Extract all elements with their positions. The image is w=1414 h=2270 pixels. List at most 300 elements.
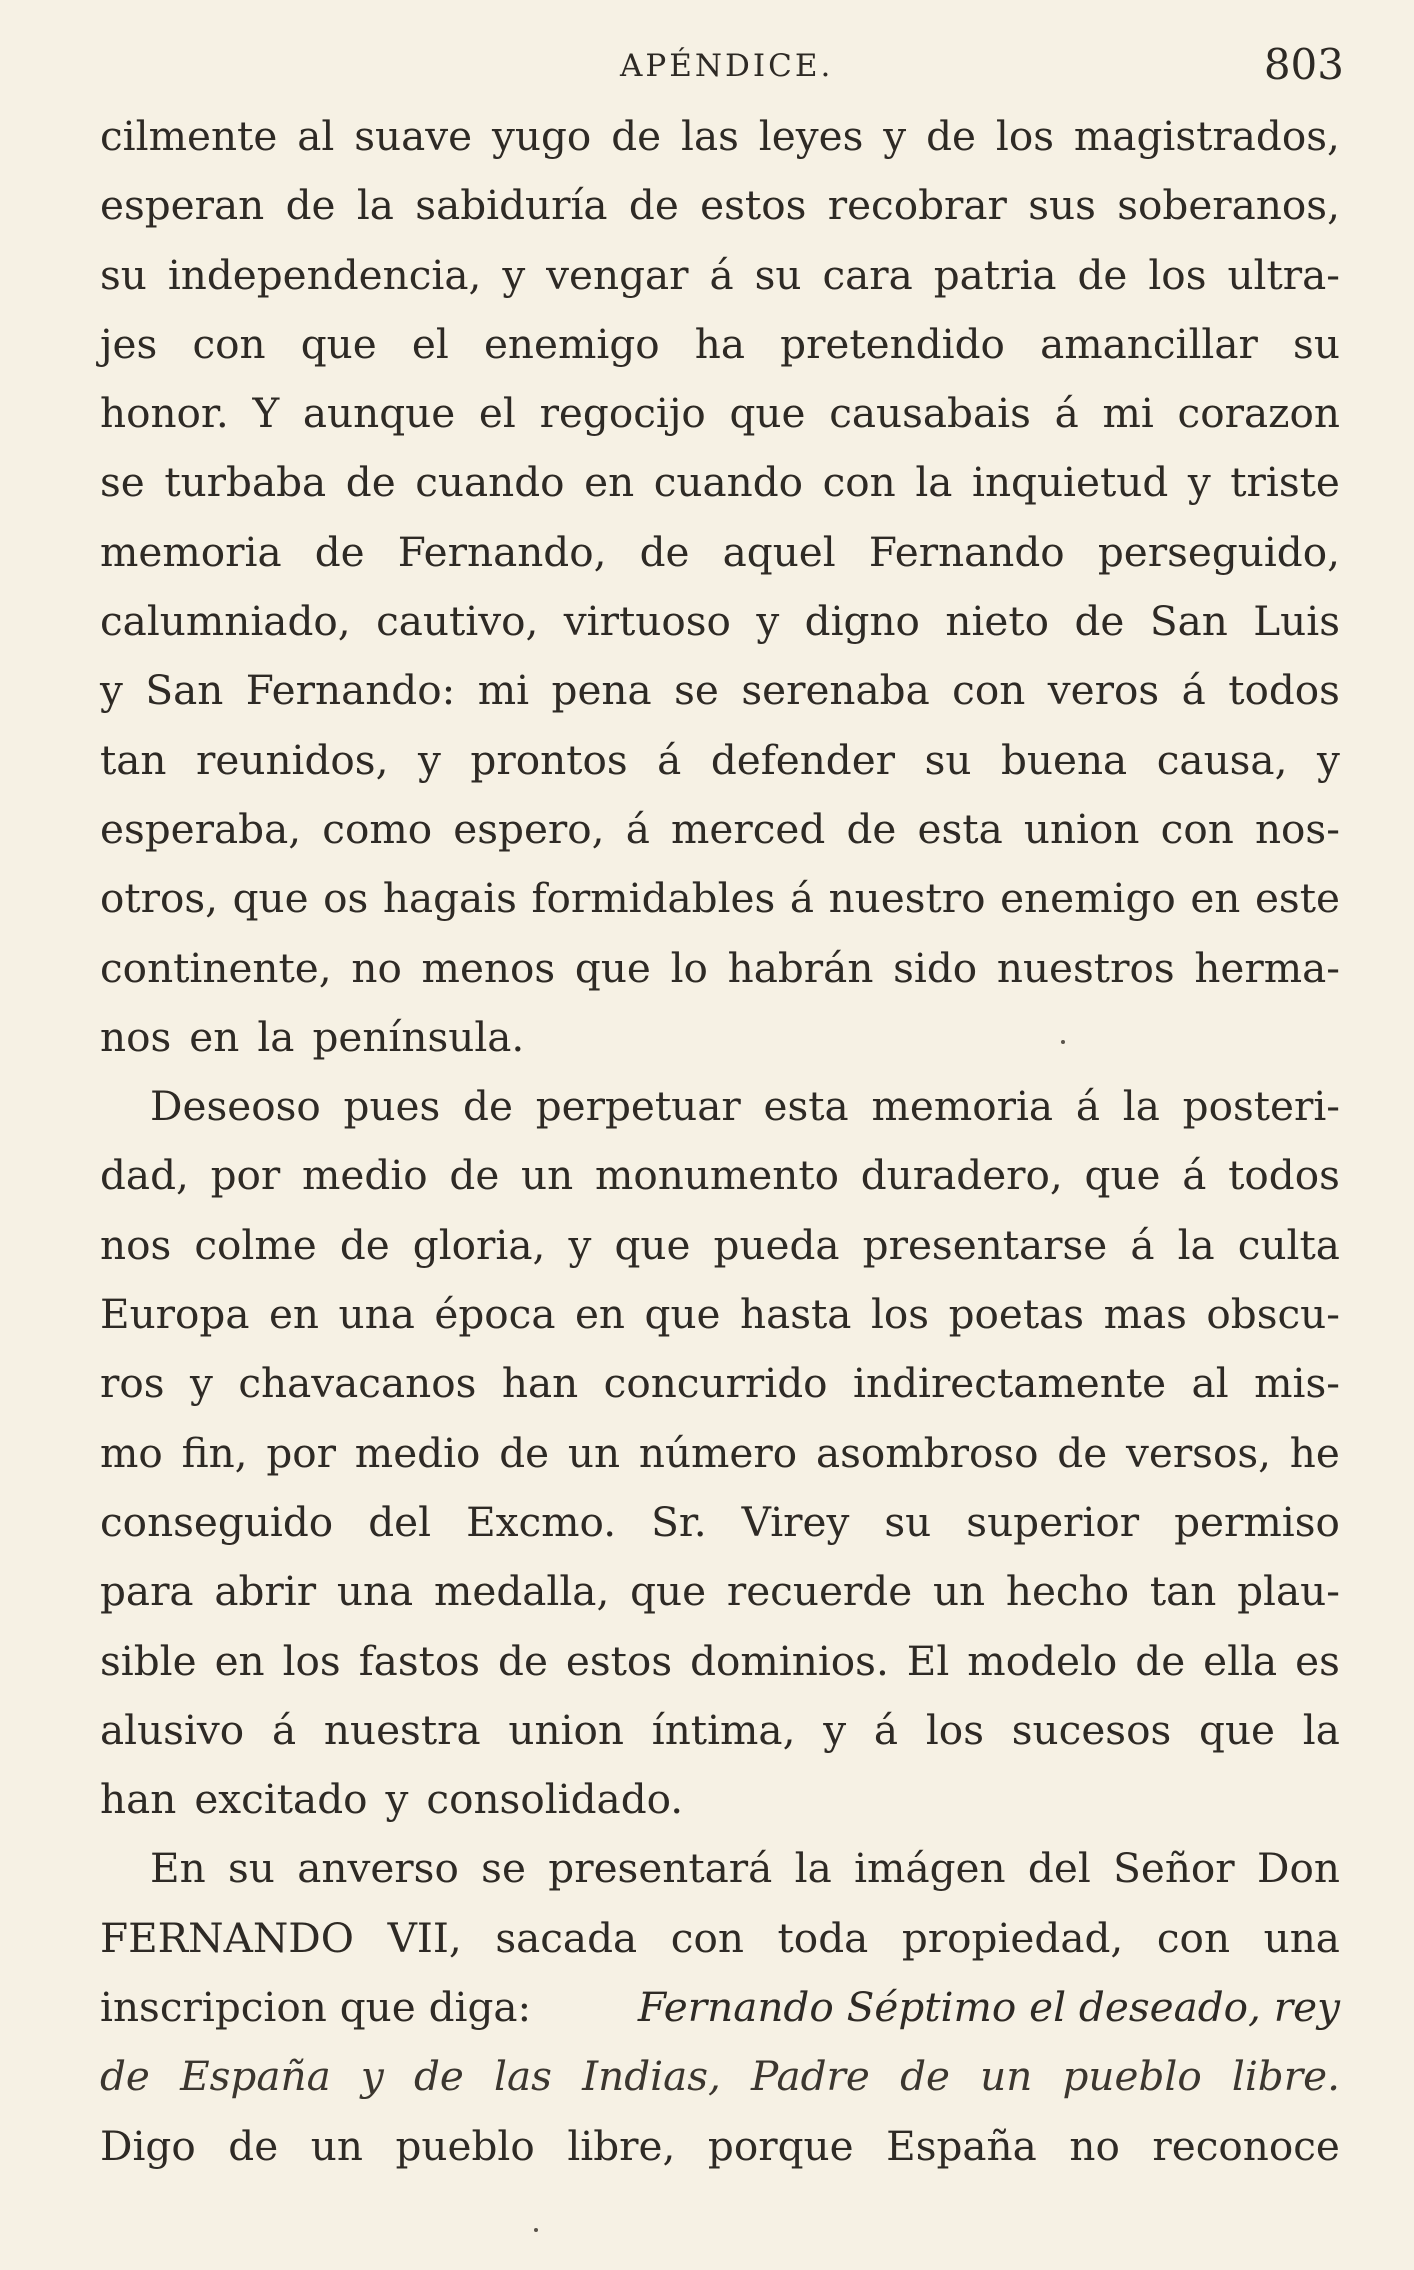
word: pueblo xyxy=(395,2121,535,2170)
text-line xyxy=(100,1627,1340,1696)
text-line xyxy=(100,587,1340,656)
word: de xyxy=(611,112,662,160)
text-line xyxy=(100,1141,1340,1210)
word: á xyxy=(1075,1082,1100,1131)
word: libre, xyxy=(567,2121,676,2170)
word: nuestros xyxy=(996,943,1175,992)
word: concurrido xyxy=(603,1359,828,1408)
word: un xyxy=(980,2052,1033,2101)
word: esta xyxy=(763,1082,849,1131)
word: en xyxy=(214,1636,265,1685)
word: asombroso xyxy=(815,1428,1039,1477)
word: estos xyxy=(700,181,807,230)
word: han xyxy=(100,1775,177,1824)
word: de xyxy=(339,1220,390,1269)
text-line xyxy=(100,1765,1340,1834)
word: amancillar xyxy=(1040,319,1258,368)
word: espero, xyxy=(453,804,605,853)
word: los xyxy=(1148,250,1207,299)
text-line xyxy=(100,1072,1340,1141)
word: veros xyxy=(1047,666,1160,715)
word: de xyxy=(846,804,897,853)
word: colme xyxy=(194,1220,317,1269)
word: es xyxy=(1295,1636,1340,1685)
word: duradero, xyxy=(860,1151,1063,1200)
word: corazon xyxy=(1177,389,1340,438)
word: que xyxy=(300,319,377,368)
running-head-title: APÉNDICE. xyxy=(620,48,834,84)
word: á xyxy=(1181,666,1206,715)
word: jes xyxy=(100,319,158,368)
word: memoria xyxy=(100,527,282,576)
word: os xyxy=(323,874,369,923)
word: modelo xyxy=(967,1636,1118,1685)
word: imágen xyxy=(854,1844,1006,1893)
word: Fernando, xyxy=(397,527,607,576)
word: abrir xyxy=(214,1567,317,1616)
word: fastos xyxy=(358,1636,481,1685)
text-line xyxy=(100,934,1340,1003)
text-line xyxy=(100,864,1340,933)
word: una xyxy=(336,1567,414,1616)
word: la xyxy=(1302,1705,1340,1754)
print-speck xyxy=(1061,1040,1065,1044)
word: esperan xyxy=(100,181,265,230)
word: VII, xyxy=(387,1913,462,1962)
word: Excmo. xyxy=(466,1497,617,1546)
word: Padre xyxy=(751,2052,870,2101)
word: que xyxy=(574,943,651,992)
word: reunidos, xyxy=(196,735,389,784)
word: y xyxy=(360,2052,384,2101)
word: de xyxy=(628,181,679,230)
word: cuando xyxy=(653,458,804,507)
word: han xyxy=(501,1359,579,1408)
word: inquietud xyxy=(972,458,1169,507)
word: conseguido xyxy=(100,1497,334,1546)
word: á xyxy=(789,874,815,923)
word: Indias, xyxy=(582,2052,721,2101)
word: propiedad, xyxy=(901,1913,1124,1962)
word: de xyxy=(1057,1428,1108,1477)
word: anverso xyxy=(297,1844,459,1893)
text-line xyxy=(100,1349,1340,1418)
word: tan xyxy=(1149,1567,1217,1616)
word: suave xyxy=(354,112,473,160)
word: la xyxy=(356,181,394,230)
word: su xyxy=(228,1844,275,1893)
word: la xyxy=(1122,1082,1160,1131)
word: su xyxy=(754,250,802,299)
word: sucesos xyxy=(1011,1705,1172,1754)
word: su xyxy=(100,250,147,299)
word: de xyxy=(1074,597,1125,646)
word: la xyxy=(257,1012,295,1061)
text-line xyxy=(100,1973,1340,2042)
word: pretendido xyxy=(780,319,1005,368)
word: Sr. xyxy=(651,1497,707,1546)
word: los xyxy=(870,1290,930,1339)
word: tan xyxy=(100,735,167,784)
word: que xyxy=(1084,1151,1161,1200)
word: del xyxy=(368,1497,432,1546)
word: de xyxy=(463,1082,513,1131)
word: al xyxy=(297,112,335,160)
word: presentarse xyxy=(862,1220,1108,1269)
text-line xyxy=(100,241,1340,310)
word: este xyxy=(1254,874,1340,923)
word: excitado xyxy=(194,1775,368,1824)
word: Deseoso xyxy=(150,1082,321,1131)
word: por xyxy=(210,1151,281,1200)
word: medio xyxy=(354,1428,481,1477)
word: España xyxy=(886,2121,1037,2170)
word: permiso xyxy=(1174,1497,1340,1546)
word: buena xyxy=(1000,735,1128,784)
word: Señor xyxy=(1113,1844,1235,1893)
word: San xyxy=(145,666,224,715)
word: otros, xyxy=(100,874,219,923)
word: como xyxy=(322,804,433,853)
word: al xyxy=(1191,1359,1229,1408)
word: nuestra xyxy=(323,1705,481,1754)
word: culta xyxy=(1237,1220,1340,1269)
text-line xyxy=(100,1419,1340,1488)
word: que xyxy=(630,1567,707,1616)
text-line xyxy=(100,448,1340,517)
word: posteri- xyxy=(1182,1082,1340,1131)
word: no xyxy=(351,943,402,992)
word: dad, xyxy=(100,1151,189,1200)
word: regocijo xyxy=(539,389,706,438)
word: nieto xyxy=(945,597,1050,646)
word: el xyxy=(478,389,516,438)
word: número xyxy=(638,1428,798,1477)
word: digno xyxy=(804,597,920,646)
word: del xyxy=(1027,1844,1091,1893)
word: presentará xyxy=(548,1844,773,1893)
word: y xyxy=(385,1775,409,1824)
word: en xyxy=(574,1290,626,1339)
word: honor. xyxy=(100,389,229,438)
word: y xyxy=(883,112,907,160)
word: ros xyxy=(100,1359,165,1408)
text-line xyxy=(100,102,1340,171)
word: de xyxy=(926,112,976,160)
text-line xyxy=(100,1904,1340,1973)
word: gloria, xyxy=(412,1220,546,1269)
word: hagais xyxy=(382,874,517,923)
word: un xyxy=(310,2121,363,2170)
word: con xyxy=(822,458,896,507)
text-line xyxy=(100,2112,1340,2181)
word: calumniado, xyxy=(100,597,351,646)
word: y xyxy=(568,1220,592,1269)
word: mi xyxy=(1102,389,1154,438)
word: enemigo xyxy=(1000,874,1176,923)
word: ultra- xyxy=(1227,250,1340,299)
word: y xyxy=(1316,735,1340,784)
word: memoria xyxy=(871,1082,1054,1131)
word: mis- xyxy=(1254,1359,1340,1408)
word: ha xyxy=(694,319,745,368)
word: á xyxy=(873,1705,899,1754)
word: prontos xyxy=(470,735,628,784)
word: alusivo xyxy=(100,1705,245,1754)
word: El xyxy=(906,1636,950,1685)
word: pueda xyxy=(713,1220,840,1269)
word: su xyxy=(1293,319,1340,368)
word: íntima, xyxy=(651,1705,796,1754)
word: por xyxy=(266,1428,337,1477)
text-line xyxy=(100,1488,1340,1557)
word: en xyxy=(1190,874,1241,923)
word: serenaba xyxy=(741,666,930,715)
word: y xyxy=(190,1359,213,1408)
word: los xyxy=(925,1705,984,1754)
word: leyes xyxy=(758,112,864,160)
word: á xyxy=(657,735,682,784)
word: de xyxy=(345,458,396,507)
body-text xyxy=(100,102,1340,2181)
word: y xyxy=(418,735,441,784)
word: estos xyxy=(565,1636,673,1685)
text-line-italic-part: Fernando Séptimo el deseado, rey xyxy=(637,1983,1340,2032)
word: en xyxy=(268,1290,320,1339)
text-line xyxy=(100,1696,1340,1765)
word: hasta xyxy=(740,1290,852,1339)
word: de xyxy=(1135,1636,1186,1685)
word: se xyxy=(674,666,719,715)
word: toda xyxy=(777,1913,869,1962)
word: Virey xyxy=(741,1497,850,1546)
word: aquel xyxy=(722,527,836,576)
word: en xyxy=(584,458,635,507)
word: y xyxy=(100,666,123,715)
word: época xyxy=(434,1290,556,1339)
word: á xyxy=(625,804,650,853)
word: península. xyxy=(312,1012,525,1061)
word: con xyxy=(670,1913,744,1962)
print-speck xyxy=(534,2228,538,2232)
word: union xyxy=(508,1705,624,1754)
word: la xyxy=(794,1844,832,1893)
word: á xyxy=(1130,1220,1155,1269)
word: causabais xyxy=(829,389,1031,438)
word: medio xyxy=(302,1151,428,1200)
word: poetas xyxy=(948,1290,1085,1339)
word: Fernando: xyxy=(245,666,456,715)
word: perseguido, xyxy=(1097,527,1340,576)
word: sido xyxy=(893,943,978,992)
word: su xyxy=(884,1497,932,1546)
text-line xyxy=(100,795,1340,864)
word: todos xyxy=(1228,1151,1340,1200)
word: y xyxy=(756,597,780,646)
word: su xyxy=(924,735,972,784)
word: Y xyxy=(252,389,280,438)
word: pueblo xyxy=(1062,2052,1202,2101)
word: consolidado. xyxy=(426,1775,684,1824)
word: turbaba xyxy=(164,458,327,507)
word: pues xyxy=(343,1082,441,1131)
word: un xyxy=(932,1567,986,1616)
word: San xyxy=(1149,597,1228,646)
word: con xyxy=(1156,1913,1231,1962)
word: y xyxy=(502,250,526,299)
word: con xyxy=(1160,804,1234,853)
word: cara xyxy=(822,250,913,299)
text-line-italic xyxy=(100,2042,1340,2111)
text-line-roman-part: inscripcion que diga: xyxy=(100,1983,532,2032)
word: versos, xyxy=(1125,1428,1272,1477)
word: de xyxy=(228,2121,279,2170)
word: cautivo, xyxy=(376,597,539,646)
word: hecho xyxy=(1005,1567,1130,1616)
word: perpetuar xyxy=(535,1082,741,1131)
word: menos xyxy=(421,943,556,992)
word: vengar xyxy=(546,250,689,299)
word: las xyxy=(494,2052,552,2101)
word: recobrar xyxy=(827,181,1007,230)
text-line xyxy=(100,379,1340,448)
word: mi xyxy=(477,666,530,715)
word: formidables xyxy=(531,874,776,923)
word: nuestro xyxy=(828,874,986,923)
word: de xyxy=(639,527,690,576)
text-line xyxy=(100,1211,1340,1280)
word: Europa xyxy=(100,1290,250,1339)
word: chavacanos xyxy=(238,1359,477,1408)
word: defender xyxy=(710,735,896,784)
word: Fernando xyxy=(868,527,1065,576)
word: Don xyxy=(1257,1844,1340,1893)
word: independencia, xyxy=(167,250,482,299)
word: sus xyxy=(1028,181,1096,230)
word: cuando xyxy=(415,458,565,507)
word: sabiduría xyxy=(415,181,608,230)
word: todos xyxy=(1228,666,1340,715)
word: España xyxy=(180,2052,331,2101)
word: un xyxy=(521,1151,574,1200)
word: á xyxy=(709,250,734,299)
word: las xyxy=(681,112,739,160)
word: de xyxy=(499,1428,550,1477)
word: con xyxy=(192,319,266,368)
word: de xyxy=(413,2052,464,2101)
word: no xyxy=(1069,2121,1120,2170)
word: que xyxy=(614,1220,691,1269)
word: con xyxy=(952,666,1026,715)
word: esperaba, xyxy=(100,804,302,853)
word: recuerde xyxy=(726,1567,913,1616)
text-line xyxy=(100,1557,1340,1626)
word: lo xyxy=(670,943,708,992)
word: nos- xyxy=(1254,804,1340,853)
word: en xyxy=(189,1012,240,1061)
word: de xyxy=(314,527,365,576)
word: sible xyxy=(100,1636,197,1685)
word: para xyxy=(100,1567,194,1616)
text-line xyxy=(100,518,1340,587)
word: pena xyxy=(551,666,652,715)
word: habrán xyxy=(727,943,874,992)
word: superior xyxy=(966,1497,1140,1546)
word: de xyxy=(100,2052,150,2101)
word: herma- xyxy=(1194,943,1340,992)
word: esta xyxy=(917,804,1003,853)
word: de xyxy=(498,1636,548,1685)
word: nos xyxy=(100,1220,172,1269)
word: mo xyxy=(100,1428,163,1477)
word: y xyxy=(823,1705,847,1754)
word: libre. xyxy=(1231,2052,1340,2101)
word: que xyxy=(1199,1705,1275,1754)
word: se xyxy=(100,458,145,507)
word: de xyxy=(449,1151,500,1200)
word: magistrados, xyxy=(1073,112,1340,160)
text-line xyxy=(100,1280,1340,1349)
text-line xyxy=(100,726,1340,795)
word: una xyxy=(338,1290,415,1339)
word: medalla, xyxy=(433,1567,610,1616)
word: enemigo xyxy=(483,319,660,368)
word: soberanos, xyxy=(1117,181,1340,230)
word: mas xyxy=(1103,1290,1187,1339)
word: fin, xyxy=(181,1428,248,1477)
word: cilmente xyxy=(100,112,278,160)
word: yugo xyxy=(492,112,592,160)
word: que xyxy=(729,389,806,438)
word: que xyxy=(232,874,309,923)
word: los xyxy=(995,112,1054,160)
word: se xyxy=(481,1844,526,1893)
word: triste xyxy=(1230,458,1340,507)
word: En xyxy=(150,1844,206,1893)
word: continente, xyxy=(100,943,332,992)
word: he xyxy=(1289,1428,1340,1477)
text-line xyxy=(100,656,1340,725)
word: los xyxy=(282,1636,341,1685)
word: ella xyxy=(1203,1636,1278,1685)
word: sacada xyxy=(495,1913,638,1962)
text-line xyxy=(100,1834,1340,1903)
word: la xyxy=(915,458,953,507)
word: de xyxy=(285,181,336,230)
word: el xyxy=(411,319,449,368)
text-line xyxy=(100,310,1340,379)
text-line xyxy=(100,171,1340,240)
word: á xyxy=(1182,1151,1207,1200)
word: merced xyxy=(671,804,826,853)
word: virtuoso xyxy=(563,597,731,646)
word: union xyxy=(1023,804,1140,853)
word: una xyxy=(1263,1913,1340,1962)
page-number: 803 xyxy=(1263,40,1344,89)
word: Digo xyxy=(100,2121,196,2170)
word: que xyxy=(644,1290,721,1339)
word: porque xyxy=(707,2121,854,2170)
word: causa, xyxy=(1156,735,1288,784)
word: plau- xyxy=(1237,1567,1340,1616)
word: dominios. xyxy=(690,1636,889,1685)
text-line xyxy=(100,1003,1340,1072)
word: indirectamente xyxy=(853,1359,1167,1408)
running-head xyxy=(0,40,1414,100)
word: monumento xyxy=(594,1151,840,1200)
word: patria xyxy=(933,250,1057,299)
word: á xyxy=(271,1705,297,1754)
